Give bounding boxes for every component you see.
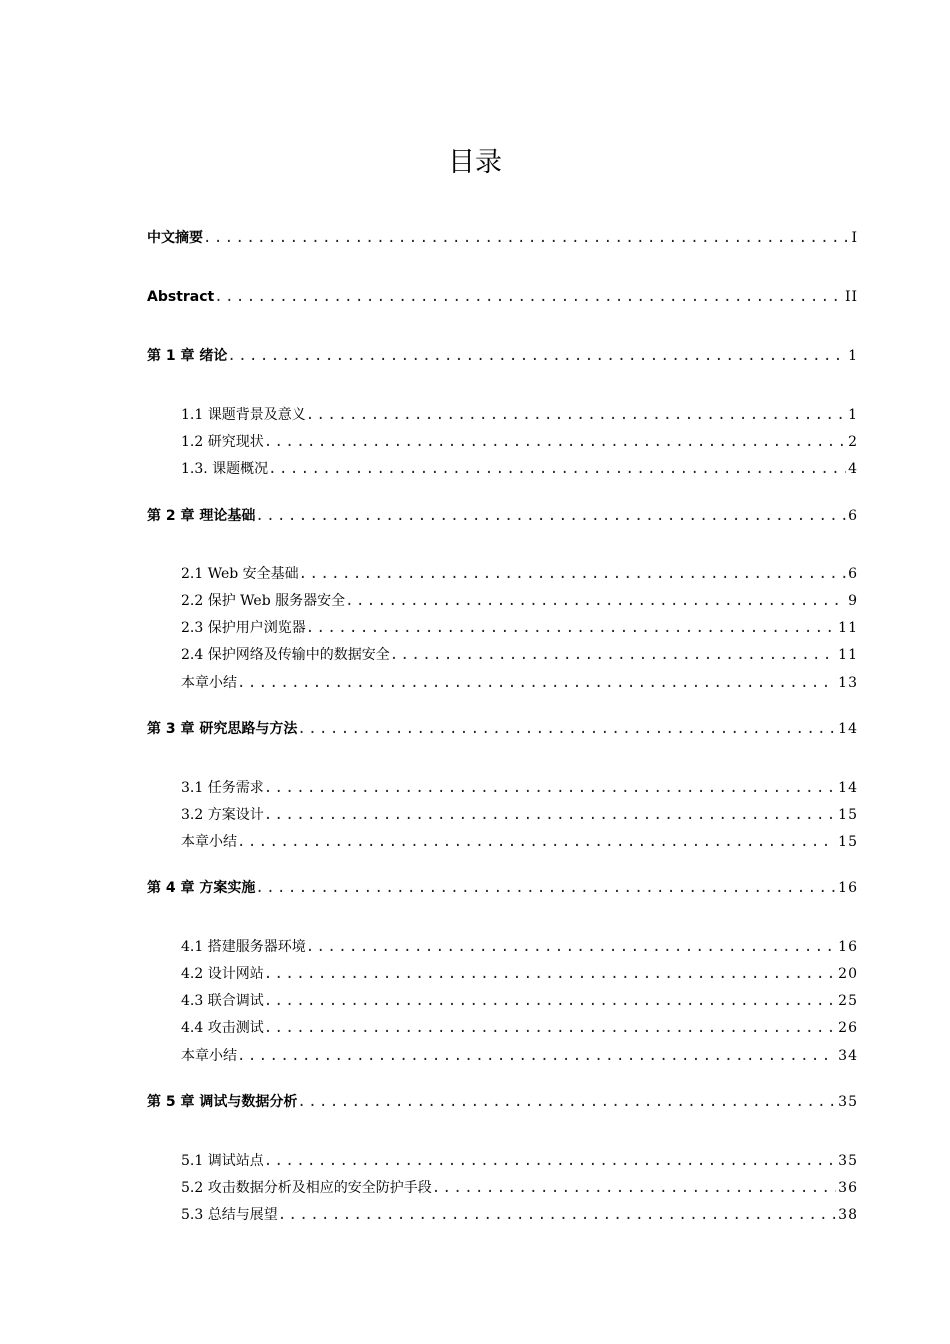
toc-entry-page: 13 xyxy=(838,675,858,691)
toc-entry-page: 36 xyxy=(838,1180,858,1196)
toc-entry-label: 5.1 调试站点 xyxy=(181,1153,264,1169)
dot-leader xyxy=(264,964,836,984)
toc-entry-label: 第 3 章 研究思路与方法 xyxy=(147,721,298,737)
dot-leader xyxy=(264,991,836,1011)
dot-leader xyxy=(297,719,836,739)
toc-entry-label: 1.1 课题背景及意义 xyxy=(181,407,306,423)
dot-leader xyxy=(214,287,843,307)
toc-entry-section-1-1[interactable] xyxy=(181,405,858,425)
toc-entry-page: 1 xyxy=(848,348,858,364)
toc-entry-section-5-3[interactable] xyxy=(181,1205,858,1225)
toc-entry-label: 第 2 章 理论基础 xyxy=(147,508,256,524)
toc-entry-label: 4.2 设计网站 xyxy=(181,966,264,982)
toc-entry-chinese-abstract[interactable] xyxy=(147,228,858,248)
dot-leader xyxy=(306,618,836,638)
toc-entry-page: 4 xyxy=(848,461,858,477)
toc-entry-label: 本章小结 xyxy=(181,834,237,850)
toc-entry-section-4-2[interactable] xyxy=(181,964,858,984)
toc-entry-page: 9 xyxy=(848,593,858,609)
dot-leader xyxy=(227,346,846,366)
dot-leader xyxy=(255,878,836,898)
toc-entry-page: II xyxy=(844,289,858,305)
toc-entry-label: 4.4 攻击测试 xyxy=(181,1020,264,1036)
toc-entry-page: 15 xyxy=(838,807,858,823)
toc-entry-page: 35 xyxy=(838,1094,858,1110)
toc-entry-chapter-4-summary[interactable] xyxy=(181,1046,858,1066)
toc-entry-chapter-4[interactable] xyxy=(147,878,858,898)
toc-entry-section-3-1[interactable] xyxy=(181,778,858,798)
toc-entry-page: 11 xyxy=(838,620,858,636)
dot-leader xyxy=(264,1018,836,1038)
toc-entry-page: 6 xyxy=(848,566,858,582)
toc-entry-page: 20 xyxy=(838,966,858,982)
toc-entry-section-2-1[interactable] xyxy=(181,564,858,584)
dot-leader xyxy=(264,1151,836,1171)
dot-leader xyxy=(278,1205,836,1225)
dot-leader xyxy=(345,591,846,611)
dot-leader xyxy=(237,832,836,852)
toc-entry-label: 4.1 搭建服务器环境 xyxy=(181,939,306,955)
toc-entry-label: 中文摘要 xyxy=(147,230,203,246)
toc-entry-page: 16 xyxy=(838,880,858,896)
toc-entry-label: 第 4 章 方案实施 xyxy=(147,880,256,896)
toc-entry-label: 2.1 Web 安全基础 xyxy=(181,566,299,582)
toc-entry-section-3-2[interactable] xyxy=(181,805,858,825)
toc-entry-page: 11 xyxy=(838,647,858,663)
toc-entry-page: 2 xyxy=(848,434,858,450)
toc-entry-label: 1.2 研究现状 xyxy=(181,434,264,450)
dot-leader xyxy=(306,937,836,957)
dot-leader xyxy=(390,645,836,665)
dot-leader xyxy=(268,459,846,479)
page-title: 目录 xyxy=(448,147,502,178)
toc-entry-section-2-3[interactable] xyxy=(181,618,858,638)
toc-entry-page: 26 xyxy=(838,1020,858,1036)
toc-entry-section-2-4[interactable] xyxy=(181,645,858,665)
toc-entry-label: 5.3 总结与展望 xyxy=(181,1207,278,1223)
dot-leader xyxy=(299,564,846,584)
toc-entry-section-2-2[interactable] xyxy=(181,591,858,611)
toc-entry-label: 本章小结 xyxy=(181,675,237,691)
toc-entry-page: 35 xyxy=(838,1153,858,1169)
dot-leader xyxy=(237,1046,836,1066)
toc-entry-section-4-3[interactable] xyxy=(181,991,858,1011)
toc-entry-label: 2.3 保护用户浏览器 xyxy=(181,620,306,636)
dot-leader xyxy=(264,778,836,798)
toc-entry-page: 38 xyxy=(838,1207,858,1223)
toc-entry-chapter-2-summary[interactable] xyxy=(181,673,858,693)
toc-entry-page: I xyxy=(851,230,858,246)
toc-entry-label: 本章小结 xyxy=(181,1048,237,1064)
dot-leader xyxy=(264,805,836,825)
toc-entry-label: 3.2 方案设计 xyxy=(181,807,264,823)
toc-entry-chapter-3[interactable] xyxy=(147,719,858,739)
toc-entry-page: 6 xyxy=(848,508,858,524)
toc-entry-section-5-1[interactable] xyxy=(181,1151,858,1171)
toc-entry-label: 第 5 章 调试与数据分析 xyxy=(147,1094,298,1110)
toc-entry-section-4-4[interactable] xyxy=(181,1018,858,1038)
toc-entry-page: 25 xyxy=(838,993,858,1009)
dot-leader xyxy=(255,506,846,526)
dot-leader xyxy=(237,673,836,693)
toc-entry-label: 4.3 联合调试 xyxy=(181,993,264,1009)
toc-entry-label: 1.3. 课题概况 xyxy=(181,461,269,477)
toc-entry-section-5-2[interactable] xyxy=(181,1178,858,1198)
toc-entry-label: 2.2 保护 Web 服务器安全 xyxy=(181,593,346,609)
toc-entry-section-4-1[interactable] xyxy=(181,937,858,957)
toc-entry-chapter-1[interactable] xyxy=(147,346,858,366)
toc-entry-page: 15 xyxy=(838,834,858,850)
toc-entry-page: 14 xyxy=(838,721,858,737)
dot-leader xyxy=(203,228,849,248)
toc-entry-label: 3.1 任务需求 xyxy=(181,780,264,796)
dot-leader xyxy=(264,432,846,452)
toc-entry-chapter-2[interactable] xyxy=(147,506,858,526)
toc-entry-page: 16 xyxy=(838,939,858,955)
dot-leader xyxy=(306,405,846,425)
dot-leader xyxy=(432,1178,836,1198)
dot-leader xyxy=(297,1092,836,1112)
toc-entry-abstract[interactable] xyxy=(147,287,858,307)
toc-entry-chapter-3-summary[interactable] xyxy=(181,832,858,852)
toc-entry-label: 2.4 保护网络及传输中的数据安全 xyxy=(181,647,390,663)
toc-entry-chapter-5[interactable] xyxy=(147,1092,858,1112)
toc-entry-page: 34 xyxy=(838,1048,858,1064)
toc-entry-label: 第 1 章 绪论 xyxy=(147,348,228,364)
toc-entry-section-1-3[interactable] xyxy=(181,459,858,479)
toc-entry-section-1-2[interactable] xyxy=(181,432,858,452)
toc-entry-label: Abstract xyxy=(147,289,215,305)
toc-entry-label: 5.2 攻击数据分析及相应的安全防护手段 xyxy=(181,1180,432,1196)
toc-entry-page: 14 xyxy=(838,780,858,796)
toc-entry-page: 1 xyxy=(848,407,858,423)
